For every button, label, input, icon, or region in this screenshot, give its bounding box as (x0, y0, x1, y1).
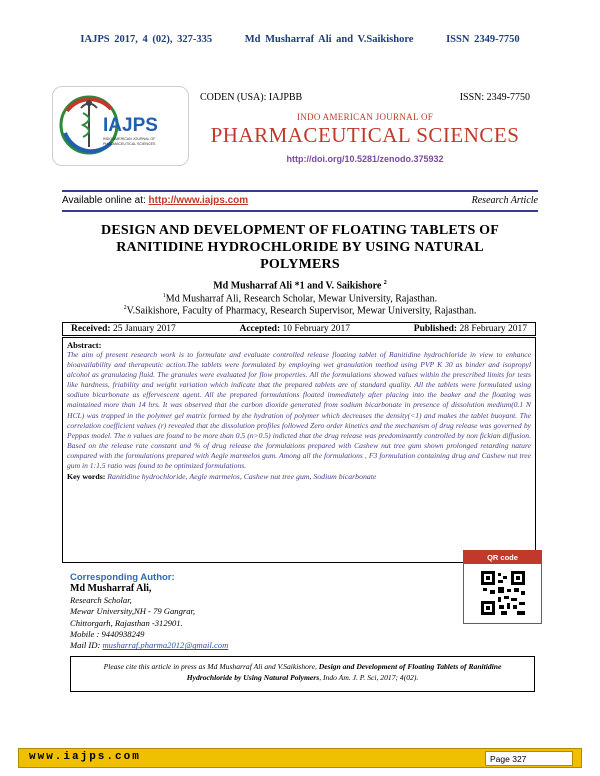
mail-link[interactable]: musharraf.pharma2012@gmail.com (102, 640, 229, 651)
citation-box (70, 656, 535, 692)
citation-suffix: , Indo Am. J. P. Sci, 2017; 4(02). (319, 673, 419, 682)
corresponding-name: Md Musharraf Ali, (70, 583, 152, 595)
published-label: Published: (413, 324, 458, 334)
received-value: 25 January 2017 (110, 324, 176, 334)
abstract-text: The aim of present research work is to formulate and evaluate controlled release floating tablet of Ranitidine hydrochloride in view to enhance bioavailability and therapeutic action.The tablets were formulated by employing wet granulation method using PVP K 30 as binder and isopropyl alcohol as granulating fluid. The granules were evaluated for flow properties. All the formulations showed values within the prescribed limits for tests like hardness, friability and weight variation which indicate that the prepared tablets are of standard quality. All the tablets were formulated using sodium bicarbonate as effervescent agent. All the prepared formulations floated immediately after placing into the beaker and the floating was maintained more than 14 hrs. It was observed that the carbon dioxide generated from sodium bicarbonate in presence of dissolution medium(0.1 N HCL) was trapped in the polymer gel matrix formed by the hydration of polymer which decreases the density(<1) and makes the tablet buoyant. The correlation coefficient values (r) revealed that the dissolution profiles followed Zero order kinetics and the mechanism of drug release was governed by Peppas model. The n values are found to be more than 0.5 (n>0.5) indicted that the drug release was predominantly controlled by non fickian diffusion. Based on the release rate constant and % of drug release the formulations prepared with Cashew nut tree gum shown prolonged retarding nature compared with the formulations prepared with Aegle marmelos gum. Among all the formulations , F3 formulation containing drug and Cashew nut tree gum in 1:1.5 ratio was found to be optimized formulations. (67, 350, 531, 471)
citation-prefix: Please cite this article in press as Md Musharraf Ali and V.Saikishore, (103, 662, 319, 671)
accepted-date (239, 324, 350, 334)
title-line: RANITIDINE HYDROCHLORIDE BY USING NATURAL (116, 240, 484, 255)
affil2-text: V.Saikishore, Faculty of Pharmacy, Research Supervisor, Mewar University, Rajasthan. (126, 305, 477, 317)
coden: CODEN (USA): IAJPBB (200, 92, 303, 103)
authors-sup: 2 (383, 280, 387, 286)
corresponding-mobile: Mobile : 9440938249 (70, 629, 145, 640)
corresponding-line: Chittorgarh, Rajasthan -312901. (70, 617, 183, 628)
published-date (414, 324, 527, 334)
abstract-heading: Abstract: (67, 340, 102, 350)
article-type: Research Article (471, 195, 538, 206)
title-line: POLYMERS (260, 257, 340, 272)
journal-issn: ISSN: 2349-7750 (459, 92, 530, 103)
header-issn: ISSN 2349-7750 (446, 34, 520, 45)
article-authors (62, 280, 538, 291)
keywords (67, 472, 531, 481)
svg-text:IAJPS: IAJPS (103, 115, 158, 136)
keywords-label: Key words: (67, 472, 106, 482)
corresponding-mail (70, 640, 400, 651)
qr-code-box (463, 550, 542, 624)
abstract-box (62, 337, 536, 563)
mail-label: Mail ID: (70, 640, 103, 651)
doi-link[interactable]: http://doi.org/10.5281/zenodo.375932 (286, 154, 444, 164)
received-date (71, 324, 176, 334)
availability-label: Available online at: (62, 195, 149, 206)
authors-text: Md Musharraf Ali *1 and V. Saikishore (213, 280, 384, 292)
published-value: 28 February 2017 (457, 324, 527, 334)
journal-name-large: PHARMACEUTICAL SCIENCES (210, 123, 520, 147)
svg-text:INDO AMERICAN JOURNAL OF: INDO AMERICAN JOURNAL OF (103, 137, 156, 141)
coden-row (200, 92, 530, 103)
corresponding-heading: Corresponding Author: (70, 572, 175, 583)
affiliation-1 (62, 293, 538, 304)
page-footer (18, 748, 582, 768)
corresponding-line: Mewar University,NH - 79 Gangrar, (70, 606, 196, 617)
footer-page-number: Page 327 (485, 751, 573, 766)
svg-text:PHARMACEUTICAL SCIENCES: PHARMACEUTICAL SCIENCES (103, 142, 156, 146)
journal-logo (52, 86, 189, 166)
article-title (62, 222, 538, 273)
citation-title: Design and Development of Floating Tablets of Ranitidine Hydrochloride by Using Natural Polymers (186, 662, 502, 682)
affiliation-2 (62, 305, 538, 316)
logo-emblem-icon (53, 87, 188, 165)
dates-row (62, 322, 536, 336)
accepted-value: 10 February 2017 (280, 324, 351, 334)
accepted-label: Accepted: (239, 324, 281, 334)
availability-bar (62, 190, 538, 212)
header-citation: IAJPS 2017, 4 (02), 327-335 (80, 34, 213, 45)
affil1-sup: 1 (162, 293, 166, 299)
affil1-text: Md Musharraf Ali, Research Scholar, Mewar University, Rajasthan. (165, 293, 438, 305)
received-label: Received: (71, 324, 111, 334)
corresponding-author (70, 572, 400, 652)
journal-name-small: INDO AMERICAN JOURNAL OF (296, 112, 434, 122)
corresponding-line: Research Scholar, (70, 594, 132, 605)
footer-site[interactable]: www.iajps.com (29, 751, 141, 763)
website-link[interactable]: http://www.iajps.com (148, 195, 249, 206)
qr-label: QR code (464, 551, 541, 564)
header-authors: Md Musharraf Ali and V.Saikishore (244, 34, 414, 45)
journal-info (200, 92, 530, 164)
keywords-text: Ranitidine hydrochloride, Aegle marmelos, Cashew nut tree gum, Sodium bicarbonate (105, 472, 377, 482)
title-line: DESIGN AND DEVELOPMENT OF FLOATING TABLETS OF (101, 223, 499, 238)
affil2-sup: 2 (123, 305, 127, 311)
running-header (0, 34, 600, 45)
qr-code-icon (481, 571, 525, 615)
